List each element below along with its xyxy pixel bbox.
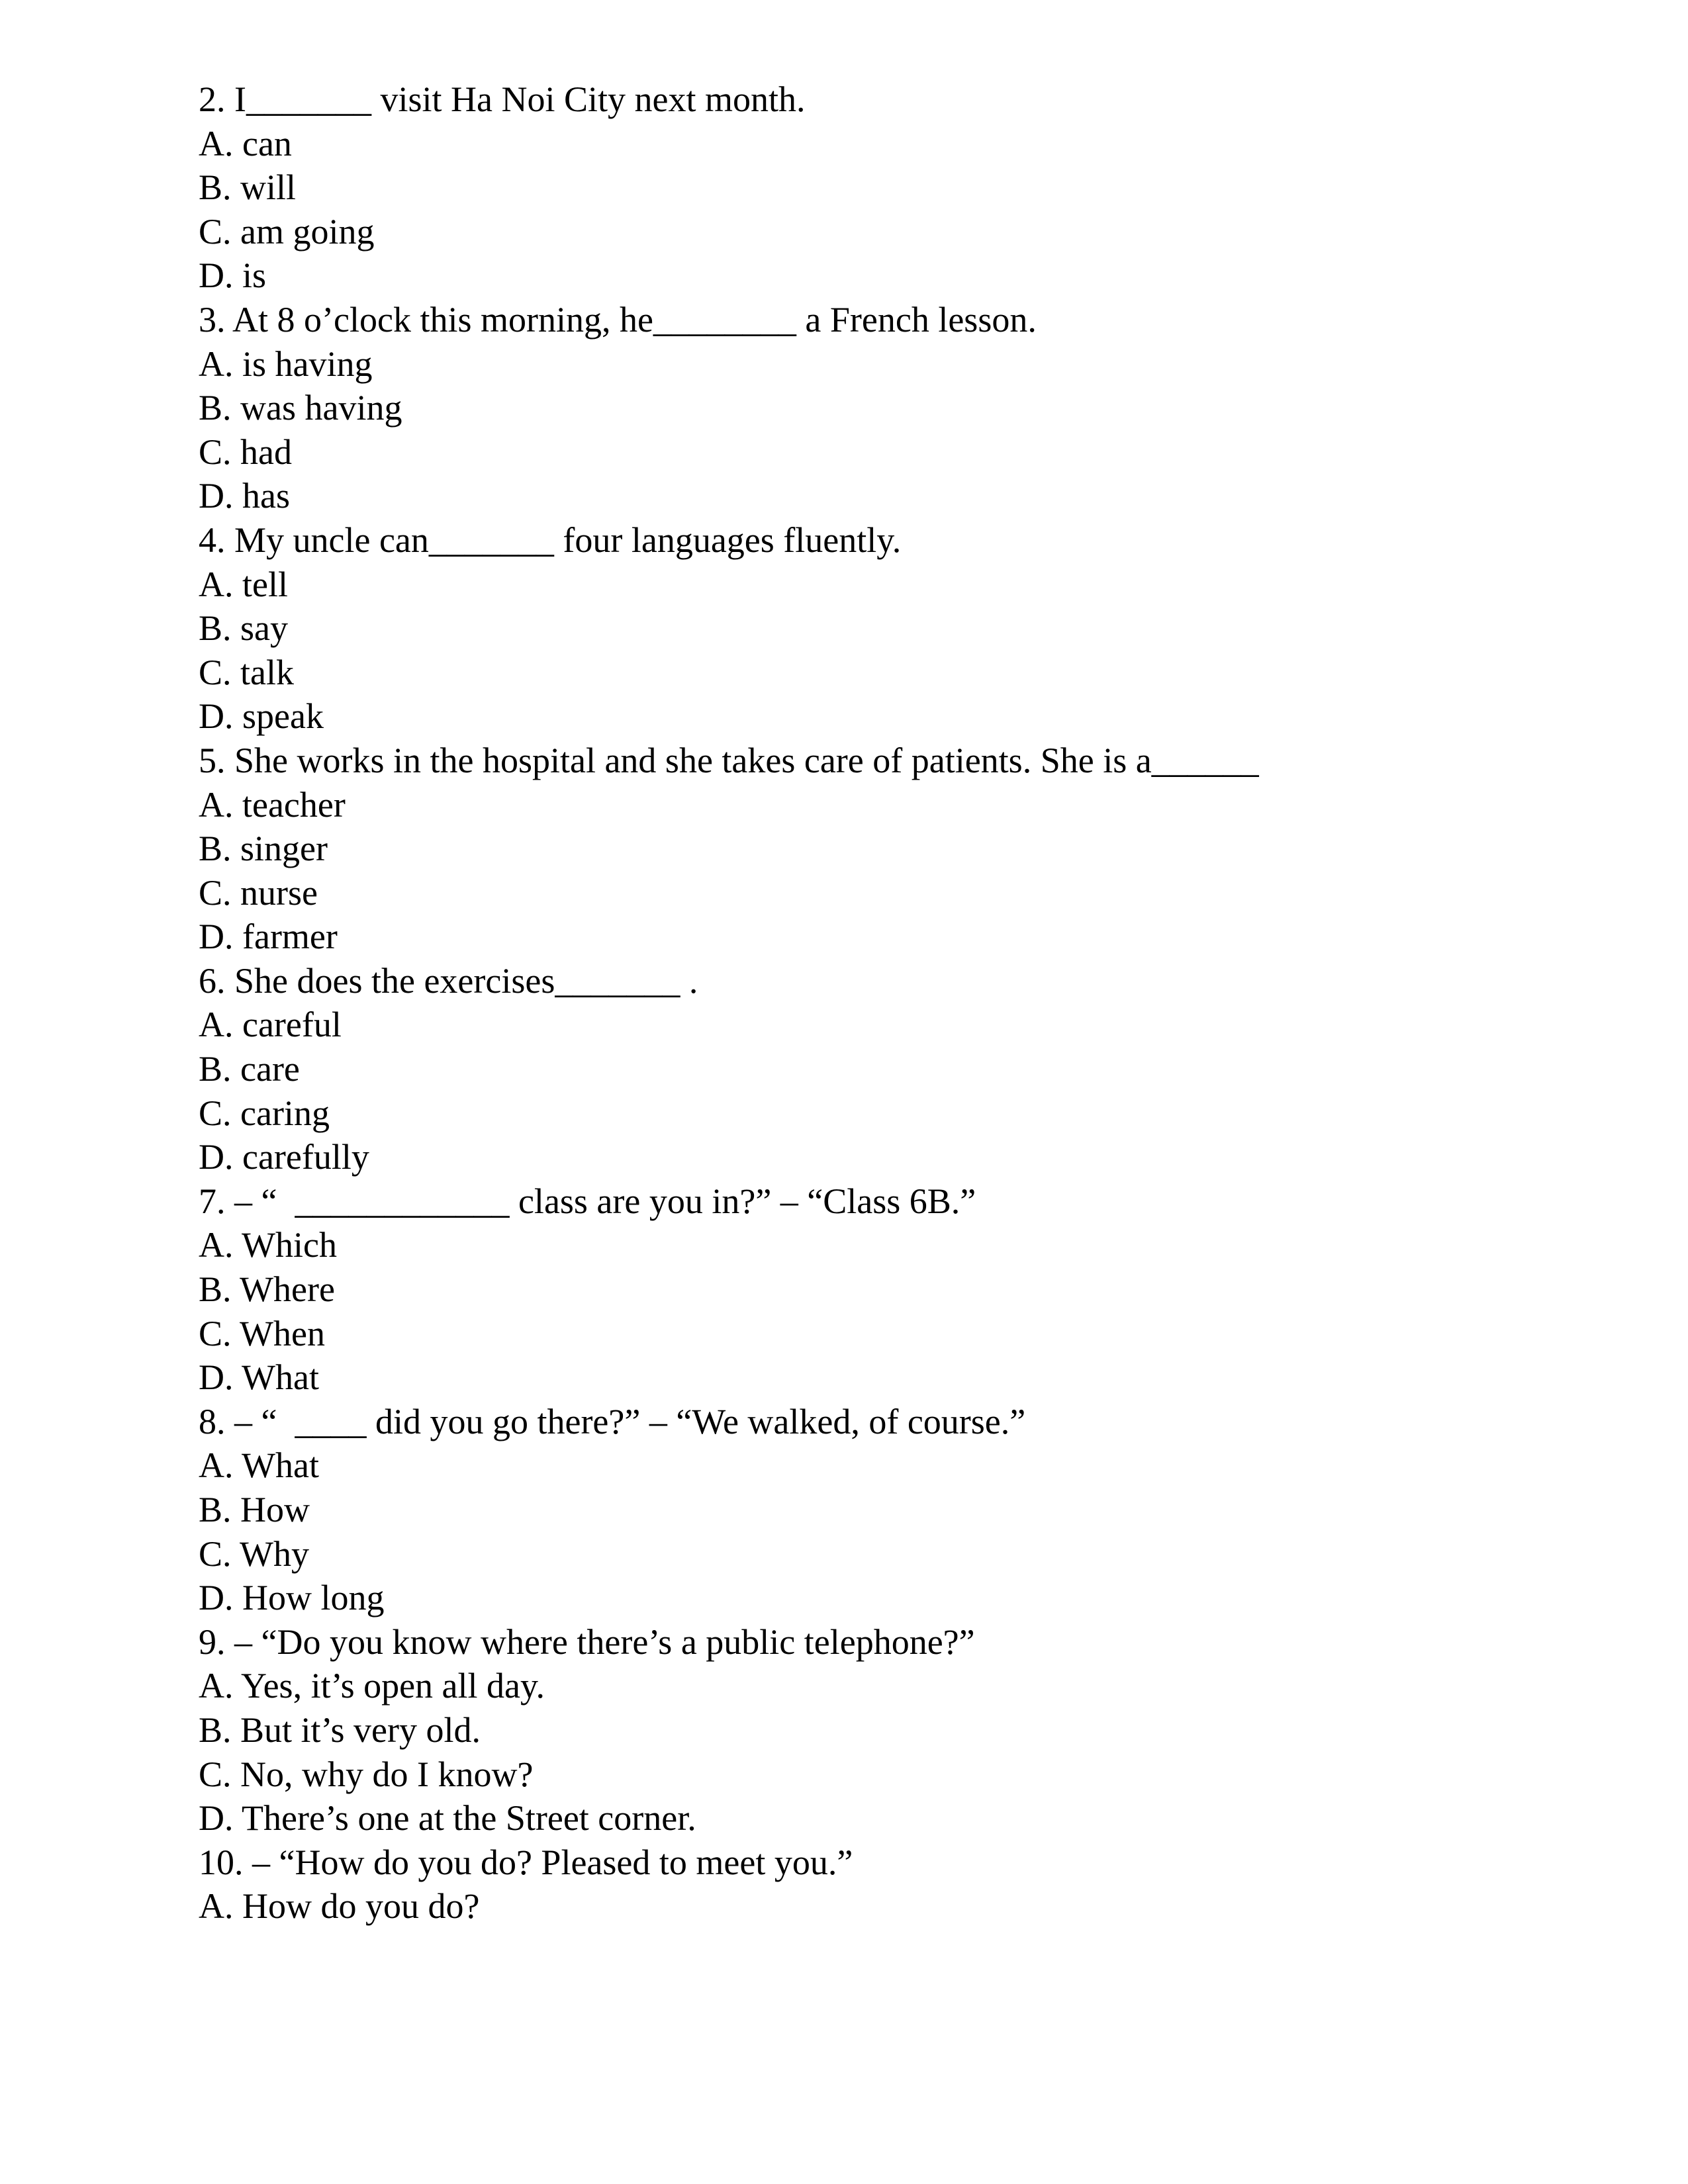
option-c: C. When [199, 1313, 325, 1353]
option-d: D. There’s one at the Street corner. [199, 1798, 696, 1839]
question-4 [199, 518, 1523, 739]
option-b: B. will [199, 167, 297, 208]
question-stem: 4. My uncle can_______ four languages fluently. [199, 520, 902, 560]
option-b: B. But it’s very old. [199, 1709, 481, 1750]
question-8 [199, 1400, 1523, 1620]
option-c: C. talk [199, 652, 294, 692]
option-c: C. am going [199, 211, 375, 251]
question-stem: 3. At 8 o’clock this morning, he________ a French lesson. [199, 299, 1037, 340]
question-stem: 7. – “ ____________ class are you in?” – “Class 6B.” [199, 1181, 976, 1221]
option-b: B. care [199, 1049, 300, 1089]
option-a: A. careful [199, 1005, 342, 1045]
question-stem: 9. – “Do you know where there’s a public telephone?” [199, 1621, 975, 1662]
question-7 [199, 1179, 1523, 1400]
question-9 [199, 1620, 1523, 1841]
option-b: B. Where [199, 1269, 335, 1310]
option-a: A. How do you do? [199, 1886, 480, 1927]
option-b: B. say [199, 608, 288, 649]
question-6 [199, 959, 1523, 1179]
question-list [199, 77, 1523, 1929]
question-5 [199, 739, 1523, 959]
question-stem: 6. She does the exercises_______ . [199, 960, 698, 1001]
option-b: B. was having [199, 388, 402, 428]
option-a: A. Yes, it’s open all day. [199, 1666, 545, 1706]
option-d: D. speak [199, 696, 324, 737]
option-c: C. Why [199, 1533, 310, 1574]
option-a: A. Which [199, 1225, 337, 1265]
option-c: C. No, why do I know? [199, 1754, 534, 1794]
option-d: D. is [199, 255, 267, 296]
option-a: A. can [199, 123, 292, 163]
option-d: D. farmer [199, 917, 338, 957]
option-a: A. is having [199, 343, 373, 384]
option-c: C. nurse [199, 872, 318, 913]
option-b: B. singer [199, 829, 328, 869]
question-10 [199, 1841, 1523, 1929]
option-a: A. teacher [199, 784, 346, 825]
option-d: D. has [199, 476, 290, 516]
option-d: D. carefully [199, 1137, 369, 1177]
option-a: A. tell [199, 564, 288, 604]
option-c: C. caring [199, 1093, 330, 1133]
option-c: C. had [199, 432, 292, 472]
question-stem: 10. – “How do you do? Pleased to meet you.” [199, 1842, 853, 1882]
question-stem: 8. – “ ____ did you go there?” – “We walked, of course.” [199, 1401, 1026, 1441]
option-d: D. How long [199, 1578, 385, 1618]
question-3 [199, 298, 1523, 518]
question-stem: 5. She works in the hospital and she takes care of patients. She is a______ [199, 740, 1259, 780]
question-2 [199, 77, 1523, 298]
question-stem: 2. I_______ visit Ha Noi City next month. [199, 79, 806, 119]
option-b: B. How [199, 1490, 310, 1529]
option-d: D. What [199, 1357, 319, 1398]
option-a: A. What [199, 1445, 319, 1486]
